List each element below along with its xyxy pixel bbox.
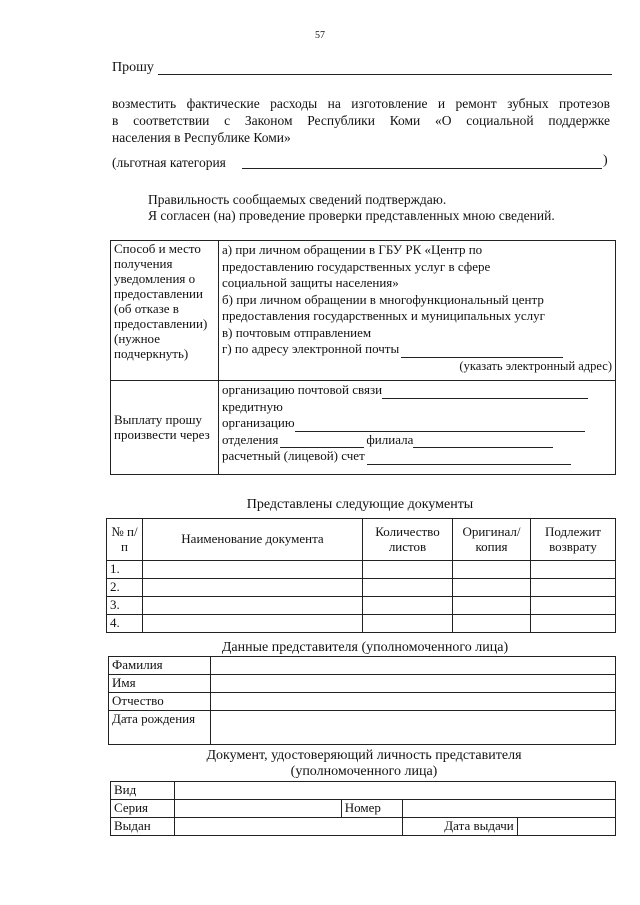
request-body-1: возместить фактические расходы на изготовление и ремонт зубных протезов [112, 96, 610, 111]
method-option-a1[interactable]: а) при личном обращении в ГБУ РК «Центр по [222, 242, 483, 257]
doc-cell[interactable] [531, 597, 616, 615]
id-doc-title-2: (уполномоченного лица) [290, 764, 438, 779]
id-number-input[interactable] [403, 799, 616, 817]
doc-header-return: Подлежит возврату [531, 519, 616, 561]
rep-label-patronymic: Отчество [109, 692, 211, 710]
payment-options [219, 381, 616, 475]
rep-label-birthdate: Дата рождения [109, 710, 211, 744]
doc-cell[interactable] [531, 579, 616, 597]
id-number-label: Номер [341, 799, 403, 817]
doc-row-num: 2. [107, 579, 143, 597]
payment-post-label: организацию почтовой связи [222, 382, 383, 397]
representative-title: Данные представителя (уполномоченного лица) [221, 640, 509, 655]
payment-credit-line[interactable] [295, 419, 585, 432]
payment-credit-1[interactable]: кредитную [222, 398, 283, 414]
payment-filial-label: филиала [366, 431, 414, 447]
rep-input-name[interactable] [211, 674, 616, 692]
id-doc-table [110, 781, 616, 836]
rep-input-birthdate[interactable] [211, 710, 616, 744]
doc-header-count: Количество листов [363, 519, 453, 561]
request-body-3: населения в Республике Коми» [112, 130, 291, 145]
id-doc-title-1: Документ, удостоверяющий личность представителя [206, 748, 522, 763]
method-option-a2[interactable]: предоставлению государственных услуг в сфере [222, 258, 491, 274]
method-options [219, 241, 616, 381]
doc-cell[interactable] [453, 597, 531, 615]
id-series-input[interactable] [174, 799, 341, 817]
payment-post-line[interactable] [382, 386, 588, 399]
email-fill-line[interactable] [401, 345, 563, 358]
payment-credit-2-label: организацию [222, 415, 295, 430]
doc-header-num: № п/п [107, 519, 143, 561]
payment-account-line[interactable] [367, 452, 571, 465]
representative-table [108, 656, 616, 745]
doc-cell[interactable] [363, 579, 453, 597]
request-fill-line[interactable] [158, 74, 612, 75]
doc-cell[interactable] [143, 597, 363, 615]
payment-post[interactable] [222, 382, 612, 399]
request-body-2: в соответствии с Законом Республики Коми «О социальной поддержке [112, 113, 610, 128]
category-close: ) [603, 153, 608, 168]
payment-account[interactable] [222, 448, 612, 465]
category-label: (льготная категория [112, 155, 226, 170]
documents-table [106, 518, 616, 633]
page-number: 57 [315, 30, 325, 41]
doc-cell[interactable] [143, 561, 363, 579]
doc-cell[interactable] [531, 561, 616, 579]
payment-account-label: расчетный (лицевой) счет [222, 448, 365, 463]
payment-credit-2[interactable] [222, 415, 612, 432]
email-hint: (указать электронный адрес) [459, 358, 612, 373]
rep-label-name: Имя [109, 674, 211, 692]
id-issued-input[interactable] [174, 817, 402, 835]
doc-cell[interactable] [363, 597, 453, 615]
doc-header-name: Наименование документа [143, 519, 363, 561]
method-option-a3[interactable]: социальной защиты населения» [222, 275, 399, 290]
doc-cell[interactable] [143, 579, 363, 597]
payment-branch-label: отделения [222, 431, 279, 447]
doc-row-num: 4. [107, 615, 143, 633]
method-label: Способ и место получения уведомления о предоставлении (об отказе в предоставлении) (нужное подчеркнуть) [111, 241, 219, 381]
doc-cell[interactable] [453, 615, 531, 633]
confirm-line-1: Правильность сообщаемых сведений подтверждаю. [148, 192, 447, 207]
payment-filial-line[interactable] [413, 435, 553, 448]
id-type-input[interactable] [174, 782, 615, 800]
documents-title: Представлены следующие документы [246, 497, 474, 512]
rep-label-surname: Фамилия [109, 657, 211, 675]
doc-row-num: 3. [107, 597, 143, 615]
request-label: Прошу [112, 60, 154, 75]
doc-cell[interactable] [453, 579, 531, 597]
id-type-label: Вид [111, 782, 175, 800]
category-fill-line[interactable] [242, 168, 602, 169]
confirm-line-2: Я согласен (на) проведение проверки представленных мною сведений. [148, 208, 555, 223]
doc-row-num: 1. [107, 561, 143, 579]
payment-label: Выплату прошу произвести через [111, 381, 219, 475]
id-issue-date-input[interactable] [517, 817, 615, 835]
payment-branch-line[interactable] [280, 435, 364, 448]
method-option-d[interactable] [222, 341, 612, 358]
method-option-b2[interactable]: предоставления государственных и муниципальных услуг [222, 308, 545, 323]
doc-header-original: Оригинал/ копия [453, 519, 531, 561]
doc-cell[interactable] [363, 615, 453, 633]
id-issue-date-label: Дата выдачи [403, 817, 517, 835]
method-option-b1[interactable]: б) при личном обращении в многофункциональный центр [222, 291, 544, 307]
method-option-d-label: г) по адресу электронной почты [222, 341, 400, 356]
method-option-c[interactable]: в) почтовым отправлением [222, 324, 372, 340]
doc-cell[interactable] [453, 561, 531, 579]
doc-cell[interactable] [143, 615, 363, 633]
notify-table [110, 240, 616, 475]
id-series-label: Серия [111, 799, 175, 817]
payment-branch[interactable] [222, 432, 612, 449]
doc-cell[interactable] [363, 561, 453, 579]
id-issued-label: Выдан [111, 817, 175, 835]
doc-cell[interactable] [531, 615, 616, 633]
rep-input-surname[interactable] [211, 657, 616, 675]
rep-input-patronymic[interactable] [211, 692, 616, 710]
